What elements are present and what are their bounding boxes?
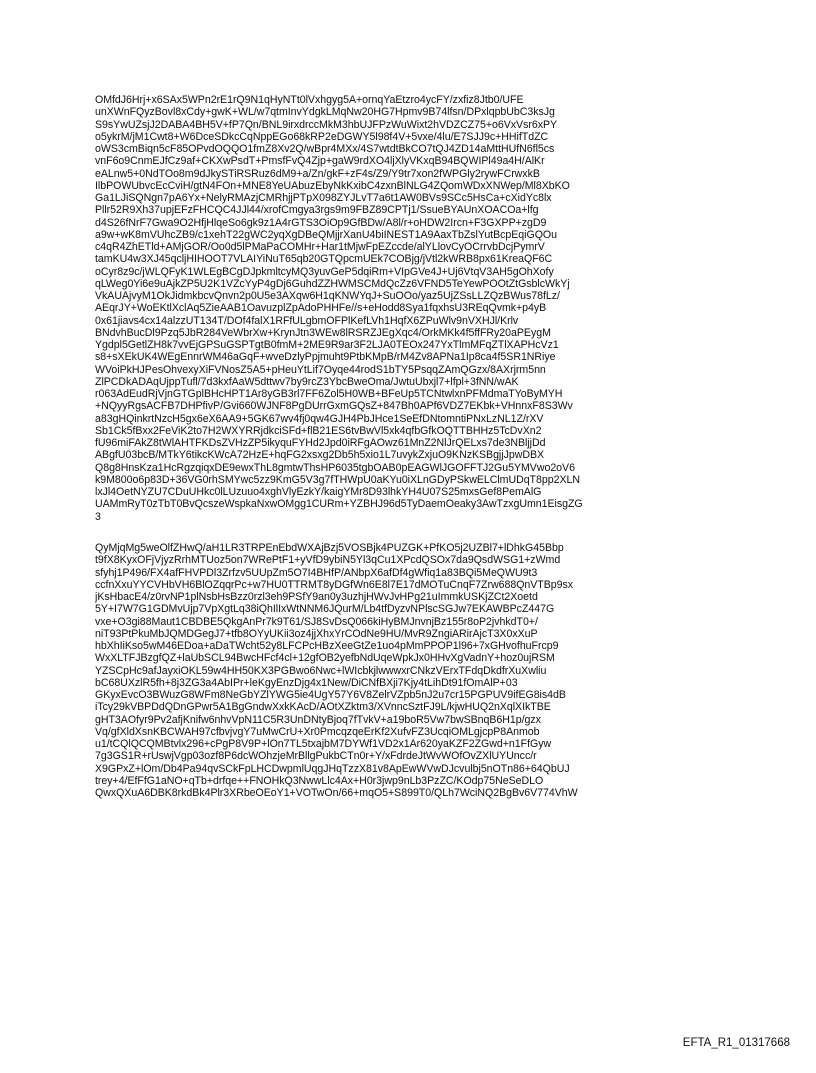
encoded-text-block-2: QyMjqMg5weOlfZHwQ/aH1LR3TRPEnEbdWXAjBzj5VOSBjk4PUZGK+PfKO5j2UZBl7+lDhkG45Bbp t9fX8KyxOFjVjyzRrhMTUoz5on7WRePtF1+yVfD9ybiN5Yl3qCu1XPcdQSOx7da9QsdWSG1+zWmd sfyhj1P496/FX4afFHVPDl3Zrfzv5UUpZm5O7I4BHfP/ANbpX6afDf4gWfiq1a83BQi5MeQWU9t3 ccfnXxuYYCVHbVH6BlOZqqrPc+w7HU0TTRMT8yDGfWn6E8l7E17dMOTuCnqF7Zrw688QnVTBp9sx jKsHbacE4/z0rvNP1plNsbHsBzz0rzl3eh9PSfY9an0y3uzhjHWvJvHPg21uImmkUSKjZCt2Xoetd 5Y+I7W7G1GDMvUjp7VpXgtLq38iQhIlIxWtNNM6JQurM/Lb4tfDyzvNPlscSGJw7EKAWBPcZ447G vxe+O3gi88Maut1CBDBE5QkgAnPr7k9T61/SJ8SvDsQ066kiHyBMJnvnjBz155r8oP2jvhkdT0+/ niT93PtPkuMbJQMDGegJ7+tfb8OYyUKii3oz4jjXhxYrCOdNe9HU/MvR9ZngiARirAjcT3X0xXuP hbXhIiKso5wM46EDoa+aDaTWcht52y8LFCPcHBzXeeGtZe1uo4pMmPPOP1l96+7xGHvofhuFrcp9 WxXLTFJBzgfQZ+laUbSCL94BwcHFcf4cl+12gfOB2yefbNdUqeWpkJx0HHvXgVadnY+hoz0ujRSM YZSCpHc9afJayxiOKL59w4HH50KX3PGBwo6Nwc+lWIcbkjlwwwxrCNkzVErxTFdqDkdfrXuXwliu bC68UXzlR5fh+8j3ZG3a4AbIPr+leKgyEnzDjg4x1New/DiCNfBXji7Kjy4tLihDt91fOmAlP+03 GKyxEvcO3BWuzG8WFm8NeGbYZlYWG5ie4UgY57Y6V8ZelrVZpb5nJ2u7cr15PGPUV9ifEG8is4dB iTcy29kVBPDdQDnGPwr5A1BgGndwXxkKAcD/AOtXZktm3/XVnncSztFJ9L/kjwHUQ2nXqlXIkTBE gHT3AOfyr9Pv2afjKnifw6nhvVpN11C5R3UnDNtyBjoq7fTvkV+a19boR5Vw7bwSBnqB6H1p/gzx Vq/gfXldXsnKBCWAH97cfbvjvgY7uMwCrU+Xr0PmcqzqeErKf2XufvFZ3UcqiOMLgjcpP8Anmob u1/tCQlQCQMBtvlx296+cPgP8V9P+lOn7TL5txajbM7DYWf1VD2x1Ar620yaKZF2ZGwd+n1FfGyw 7g3GS1R+rUswjVgp03ozf8P6dcWOhzjeMrBllgPukbCTn0r+Y/xFdrdeJtWvWOfOvZXlUYUncc/r X9GPxZ+lOm/Db4Pa94qvSCkFpLHCDwpmlUqgJHqTzzX81v8ApEwWVwDJcvulbj5nOTn86+64QbUJ trey+4/EfFfG1aNO+qTb+drfqe++FNOHkQ3NwwLlc4Ax+H0r3jwp9nLb3PzZC/KOdp75NeSeDLO QwxQXuA6DBK8rkdBk4Plr3XRbeOEoY1+VOTwOn/66+mqO5+S899T0/QLh7WciNQ2BgBv6V774VhW <box>95 542 578 799</box>
encoded-text-block-1: OMfdJ6Hrj+x6SAx5WPn2rE1rQ9N1qHyNTt0lVxhgyg5A+ornqYaEtzro4ycFY/zxfiz8Jtb0/UFE unXWnFQyzBovl8xCdy+gwK+WL/w7qtmInvYdgkLMqNw20HG7Hpmv9B74lfsn/DPxlqpbUbC3ksJg S9sYwUZsjJ2DABA4BH5V+fP7Qn/BNL9irxdrccMkM3hbUJFPzWuWixt2hVDZCZ75+o6VxVsr6xPY o5ykrM/jM1Cwt8+W6DceSDkcCqNppEGo68kRP2eDGWY5l98f4V+5vxe/4lu/E7SJJ9c+HHifTdZC oWS3cmBiqn5cF85OPvdOQQO1fmZ8Xv2Q/wBpr4MXx/4S7wtdtBkCO7tQJ4ZD14aMttHUfN6fl5cs vnF6o9CnmEJfCz9af+CKXwPsdT+PmsfFvQ4Zjp+gaW9rdXO4ljXlyVKxqB94BQWIPl49a4H/AlKr eALnw5+0NdTOo8m9dJkySTiRSRuz6dM9+a/Zn/gkF+zF4s/Z9/Y9tr7xon2fWPGly2rywFCrwxkB IlbPOWUbvcEcCviH/gtN4FOn+MNE8YeUAbuzEbyNkKxibC4zxnBlNLG4ZQomWDxXNWep/Ml8XbKO Ga1LJiSQNgn7pA6Yx+NelyRMAzjCMRhjjPTpX098ZYJLvT7a6t1AW0BVs9SCc5HsCa+cXidYc8lx Pllr52R9Xh37upjEFzFHCQC4JJl44/xrofCmgya3rgs9m9FBZ89CPTj1/SsueBYAUnXOACOa+lfg d4S26fNrF7Gwa9O2HfjHlqeSo6gk9z1A4rGTS3OiOp9GfBDw/A8l/r+oHDW2Ircn+F3GXPP+zgD9 a9w+wK8mVUhcZB9/c1xehT22gWC2yqXgDBeQMjjrXanU4biINEST1A9AaxTbZslYutBcpEqiGQOu c4qR4ZhETld+AMjGOR/Oo0d5lPMaPaCOMHr+Har1tMjwFpEZccde/alYLlovCyOCrrvbDcjPymrV tamKU4w3XJ45qcljHIHOOT7VLAIYiNuT65qb20GTQpcmUEk7COBjg/jVtl2kWRB8px61KreaQF6C oCyr8z9c/jWLQFyK1WLEgBCgDJpkmltcyMQ3yuvGeP5dqiRm+VIpGVe4J+Uj6VtqV3AH5gOhXofy qLWeg0Yi6e9uAjkZP5U2K1VZcYyP4gDj6GuhdZZHWMSCMdQcZz6VFND5TeYewPOOtZtGsblcWkYj VkAUAjvyM1OkJidmkbcvQnvn2p0U5e3AXqw6H1qKNWYqJ+SuOOo/yaz5UjZSsLLZQzBWus78fLz/ AEqrJY+WoEKtlXclAq5ZieAAB1OavuzplZpAdoPHHFe//s+eHodd8Sya1fqxhsU3REqQvmk+p4yB 0x61jiavs4cx14alzzUT134T/DOf4falX1RFfULgbmOFPlKefLVh1HqfX6ZPuWlv9nVXHJl/Krlv BNdvhBucDl9Pzq5JbR284VeWbrXw+KrynJtn3WEw8lRSRZJEgXqc4/OrkMKk4f5ffFRy20aPEygM Ygdpl5GetlZH8k7vvEjGPSuGSPTgtB0fmM+2ME9R9ar3F2LJA0TEOx247YxTlmMFqZTlXAPHcVz1 s8+sXEkUK4WEgEnnrWM46aGqF+wveDzlyPpjmuht9PtbKMpB/rM4Zv8APNa1Ip8ca4f5SR1NRiye WVoiPkHJPesOhvexyXiFVNosZ5A5+pHeuYtLif7Oyqe44rodS1bTY5PsqqZAmQGzx/8AXrjrm5nn ZlPCDkADAqUjppTufl/7d3kxfAaW5dttwv7by9rcZ3YbcBweOma/JwtuUbxjl7+lfpl+3fNN/wAK r063AdEudRjVjnGTGplBHcHPT1Ar8yGB3rl7FF6Zol5H0WB+BFeUp5TCNtwlxnPFMdmaTYoByMYH +NQyyRgsACFB7DHPfivP/Gvi660WJNF8PgDUrrGxmGQsZ+847Bh0APf6VDZ7EKbk+VHnnxF8S3Wv a83gHQinkrtNzcH5gx6eX6AA9+5GK67wv4fj0qw4GJH4PbJHce1SeEfDNtomntiPNxLzNL1Z/rXV Sb1Ck5fBxx2FeViK2to7H2WXYRRjdkciSFd+flB21ES6tvBwVl5xk4qfbGfkOQTTBHHz5TcDvXn2 fU96miFAkZ8tWlAHTFKDsZVHzZP5ikyquFYHd2Jpd0iRFgAOwz61MnZ2NlJrQELxs7de3NBljjDd ABgfU03bcB/MTkY6tikcKWcA72HzE+hqFG2xsxg2Db5h5xio1L7uvykZxjuO9KNzKSBgjjJpwDBX Q8g8HnsKza1HcRgzqiqxDE9ewxThL8gmtwThsHP6035tgbOAB0pEAGWlJGOFFTJ2Gu5YMVwo2oV6 k9M800o6p83D+36VG0rhSMYwc5zz9KmG5V3g7fTHWpU0aKYu0iXLnGDyPSkwELClmUDqT8pp2XLN lxJl4OetNYZU7CDuUHkc0lLUzuuo4xghVlyEzkY/kaigYMr8D93lhkYH4U07S25mxsGef8PemAlG UAMmRyT0zTbT0BvQcszeWspkaNxwOMgg1CURm+YZBHJ96d5TyDaemOeaky3AwTzxgUmn1EisgZG 3 <box>95 94 583 523</box>
document-id-footer: EFTA_R1_01317668 <box>682 1037 790 1049</box>
